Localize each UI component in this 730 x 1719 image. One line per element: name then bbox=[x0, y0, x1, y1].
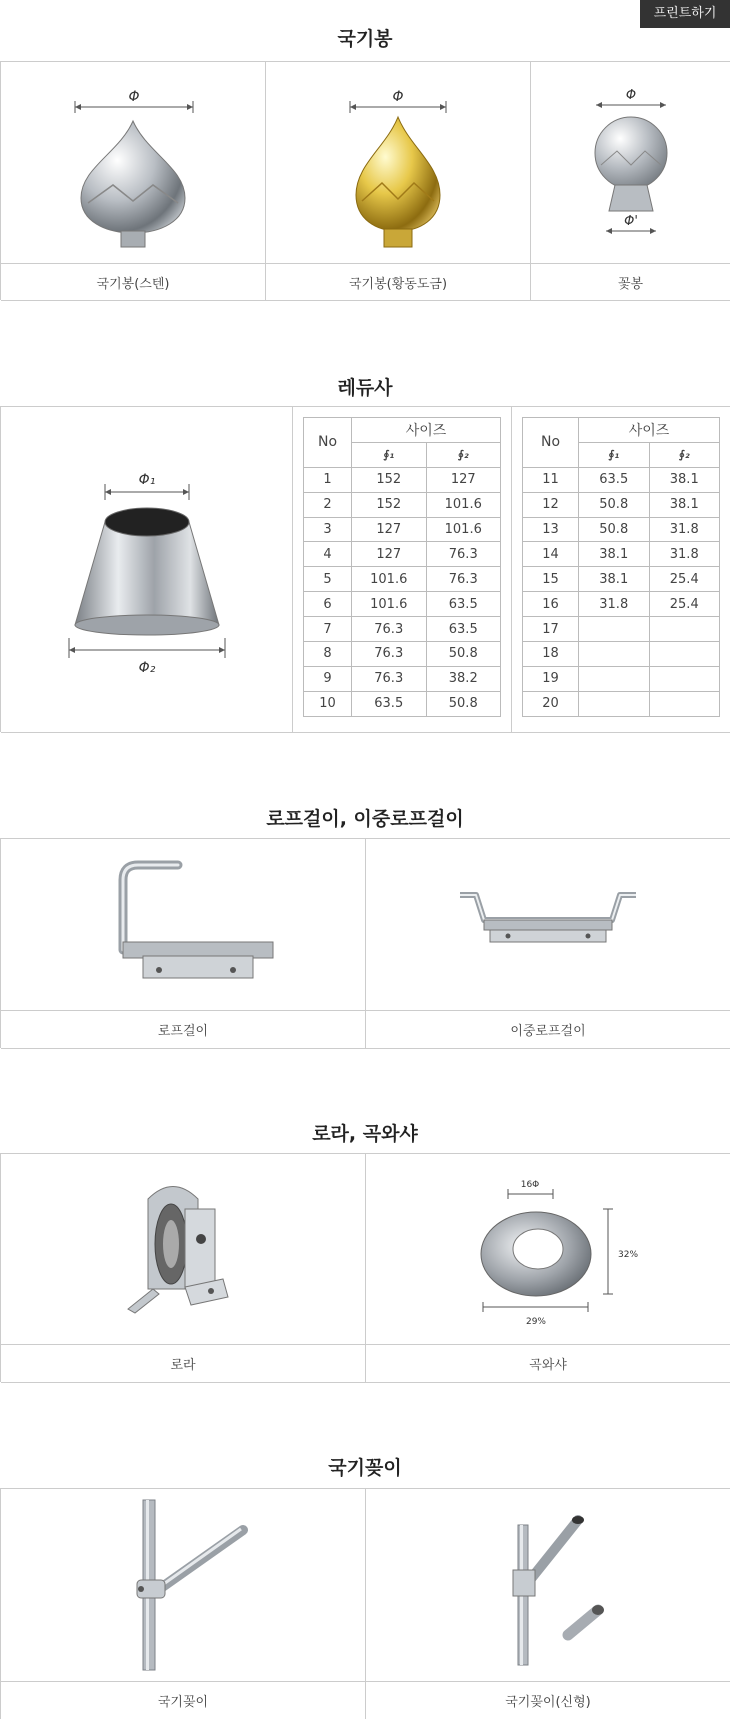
reducer-image-cell bbox=[1, 407, 293, 733]
flag-holder-new-image bbox=[468, 1495, 628, 1675]
cell-phi1: 127 bbox=[352, 517, 427, 542]
cell-phi1: 101.6 bbox=[352, 567, 427, 592]
table-row bbox=[523, 592, 720, 617]
cell-phi2 bbox=[649, 691, 720, 716]
rope-hook-grid bbox=[0, 838, 730, 1048]
table-row bbox=[304, 542, 501, 567]
cell-no: 10 bbox=[304, 691, 352, 716]
flag-holder-image-cell bbox=[1, 1489, 366, 1682]
cell-phi2: 31.8 bbox=[649, 542, 720, 567]
flagpole-brass-image-cell bbox=[266, 62, 531, 264]
flag-holder-caption: 국기꽂이 bbox=[1, 1682, 366, 1719]
col-size-header: 사이즈 bbox=[352, 418, 501, 443]
cell-no: 18 bbox=[523, 642, 579, 667]
cell-phi1: 152 bbox=[352, 467, 427, 492]
cell-phi2: 50.8 bbox=[426, 691, 501, 716]
cell-phi2 bbox=[649, 617, 720, 642]
col-phi2-header: ∮₂ bbox=[426, 442, 501, 467]
table-row bbox=[523, 691, 720, 716]
cell-phi2: 63.5 bbox=[426, 592, 501, 617]
flag-holder-new-image-cell bbox=[366, 1489, 730, 1682]
cell-no: 7 bbox=[304, 617, 352, 642]
cell-phi1: 101.6 bbox=[352, 592, 427, 617]
roller-image bbox=[113, 1169, 253, 1329]
section-title-flag-holder: 국기꽂이 bbox=[328, 1457, 402, 1479]
flagpole-brass-caption: 국기봉(황동도금) bbox=[266, 264, 531, 301]
col-phi2-header: ∮₂ bbox=[649, 442, 720, 467]
table-row bbox=[304, 467, 501, 492]
flower-ball-image bbox=[551, 73, 711, 253]
cell-phi2: 38.1 bbox=[649, 492, 720, 517]
curved-washer-caption: 곡와샤 bbox=[366, 1345, 730, 1383]
cell-phi2: 101.6 bbox=[426, 517, 501, 542]
roller-grid bbox=[0, 1153, 730, 1382]
reducer-table-left-cell bbox=[293, 407, 512, 733]
table-row bbox=[523, 492, 720, 517]
cell-phi2: 25.4 bbox=[649, 567, 720, 592]
washer-side-dim: 32% bbox=[618, 1250, 638, 1260]
cell-phi1: 63.5 bbox=[352, 691, 427, 716]
cell-phi1 bbox=[579, 691, 650, 716]
table-row bbox=[523, 567, 720, 592]
col-no-header: No bbox=[523, 418, 579, 468]
table-row bbox=[304, 666, 501, 691]
cell-no: 14 bbox=[523, 542, 579, 567]
cell-phi2: 50.8 bbox=[426, 642, 501, 667]
dim-phi2-label: Φ' bbox=[623, 213, 638, 229]
cell-phi1 bbox=[579, 666, 650, 691]
table-row bbox=[304, 517, 501, 542]
cell-phi2: 127 bbox=[426, 467, 501, 492]
cell-no: 1 bbox=[304, 467, 352, 492]
table-row bbox=[304, 492, 501, 517]
cell-no: 13 bbox=[523, 517, 579, 542]
cell-no: 8 bbox=[304, 642, 352, 667]
flag-holder-new-caption: 국기꽂이(신형) bbox=[366, 1682, 730, 1719]
table-row bbox=[304, 642, 501, 667]
table-row bbox=[523, 666, 720, 691]
flagpole-grid bbox=[0, 61, 730, 300]
cell-phi2: 25.4 bbox=[649, 592, 720, 617]
cell-no: 12 bbox=[523, 492, 579, 517]
reducer-grid bbox=[0, 406, 730, 732]
reducer-size-table-left bbox=[303, 417, 501, 717]
flagpole-brass-image bbox=[298, 73, 498, 253]
flower-ball-caption: 꽃봉 bbox=[531, 264, 730, 301]
reducer-image bbox=[47, 460, 247, 680]
table-row bbox=[523, 517, 720, 542]
cell-no: 20 bbox=[523, 691, 579, 716]
curved-washer-image bbox=[458, 1169, 638, 1329]
section-title-reducer: 레듀사 bbox=[337, 377, 393, 399]
table-row bbox=[304, 617, 501, 642]
reducer-phi1-label: Φ₁ bbox=[138, 471, 155, 488]
table-row bbox=[523, 642, 720, 667]
cell-phi1: 76.3 bbox=[352, 617, 427, 642]
curved-washer-image-cell bbox=[366, 1154, 730, 1345]
cell-no: 19 bbox=[523, 666, 579, 691]
col-phi1-header: ∮₁ bbox=[579, 442, 650, 467]
cell-no: 17 bbox=[523, 617, 579, 642]
cell-phi1: 152 bbox=[352, 492, 427, 517]
roller-image-cell bbox=[1, 1154, 366, 1345]
reducer-phi2-label: Φ₂ bbox=[138, 659, 155, 676]
cell-no: 9 bbox=[304, 666, 352, 691]
cell-phi1 bbox=[579, 642, 650, 667]
cell-no: 5 bbox=[304, 567, 352, 592]
cell-no: 15 bbox=[523, 567, 579, 592]
cell-phi2: 38.2 bbox=[426, 666, 501, 691]
rope-hook-caption: 로프걸이 bbox=[1, 1011, 366, 1049]
table-row bbox=[523, 542, 720, 567]
cell-phi1: 76.3 bbox=[352, 666, 427, 691]
flagpole-steel-image-cell bbox=[1, 62, 266, 264]
cell-phi2 bbox=[649, 642, 720, 667]
cell-phi2: 63.5 bbox=[426, 617, 501, 642]
cell-phi2: 76.3 bbox=[426, 567, 501, 592]
cell-phi1 bbox=[579, 617, 650, 642]
flagpole-steel-image bbox=[33, 73, 233, 253]
washer-bottom-dim: 29% bbox=[525, 1317, 547, 1327]
dim-phi-label: Φ bbox=[392, 88, 404, 105]
cell-phi1: 127 bbox=[352, 542, 427, 567]
flower-ball-image-cell bbox=[531, 62, 730, 264]
col-phi1-header: ∮₁ bbox=[352, 442, 427, 467]
double-rope-hook-image bbox=[448, 865, 648, 985]
flag-holder-image bbox=[103, 1495, 263, 1675]
cell-no: 11 bbox=[523, 467, 579, 492]
cell-phi1: 76.3 bbox=[352, 642, 427, 667]
cell-phi1: 38.1 bbox=[579, 567, 650, 592]
cell-phi1: 63.5 bbox=[579, 467, 650, 492]
section-title-rope-hook: 로프걸이, 이중로프걸이 bbox=[266, 808, 464, 830]
print-button[interactable]: 프린트하기 bbox=[640, 0, 730, 28]
table-row bbox=[523, 617, 720, 642]
cell-no: 4 bbox=[304, 542, 352, 567]
dim-phi-label: Φ bbox=[625, 87, 636, 103]
cell-phi1: 31.8 bbox=[579, 592, 650, 617]
table-row bbox=[304, 592, 501, 617]
cell-no: 16 bbox=[523, 592, 579, 617]
cell-phi1: 50.8 bbox=[579, 517, 650, 542]
cell-phi2: 38.1 bbox=[649, 467, 720, 492]
reducer-table-right-cell bbox=[512, 407, 730, 733]
double-rope-hook-caption: 이중로프걸이 bbox=[366, 1011, 730, 1049]
cell-phi2: 76.3 bbox=[426, 542, 501, 567]
roller-caption: 로라 bbox=[1, 1345, 366, 1383]
col-no-header: No bbox=[304, 418, 352, 468]
cell-no: 2 bbox=[304, 492, 352, 517]
cell-phi2 bbox=[649, 666, 720, 691]
table-row bbox=[523, 467, 720, 492]
dim-phi-label: Φ bbox=[128, 88, 140, 105]
cell-phi2: 31.8 bbox=[649, 517, 720, 542]
table-row bbox=[304, 567, 501, 592]
table-row bbox=[304, 691, 501, 716]
cell-no: 6 bbox=[304, 592, 352, 617]
washer-top-dim: 16Φ bbox=[520, 1180, 540, 1190]
reducer-size-table-right bbox=[522, 417, 720, 717]
rope-hook-image bbox=[83, 850, 283, 1000]
section-title-flagpole: 국기봉 bbox=[337, 28, 393, 50]
flag-holder-grid bbox=[0, 1488, 730, 1719]
cell-no: 3 bbox=[304, 517, 352, 542]
col-size-header: 사이즈 bbox=[579, 418, 720, 443]
section-title-roller: 로라, 곡와샤 bbox=[312, 1123, 418, 1145]
cell-phi1: 38.1 bbox=[579, 542, 650, 567]
cell-phi2: 101.6 bbox=[426, 492, 501, 517]
flagpole-steel-caption: 국기봉(스텐) bbox=[1, 264, 266, 301]
rope-hook-image-cell bbox=[1, 839, 366, 1011]
double-rope-hook-image-cell bbox=[366, 839, 730, 1011]
cell-phi1: 50.8 bbox=[579, 492, 650, 517]
